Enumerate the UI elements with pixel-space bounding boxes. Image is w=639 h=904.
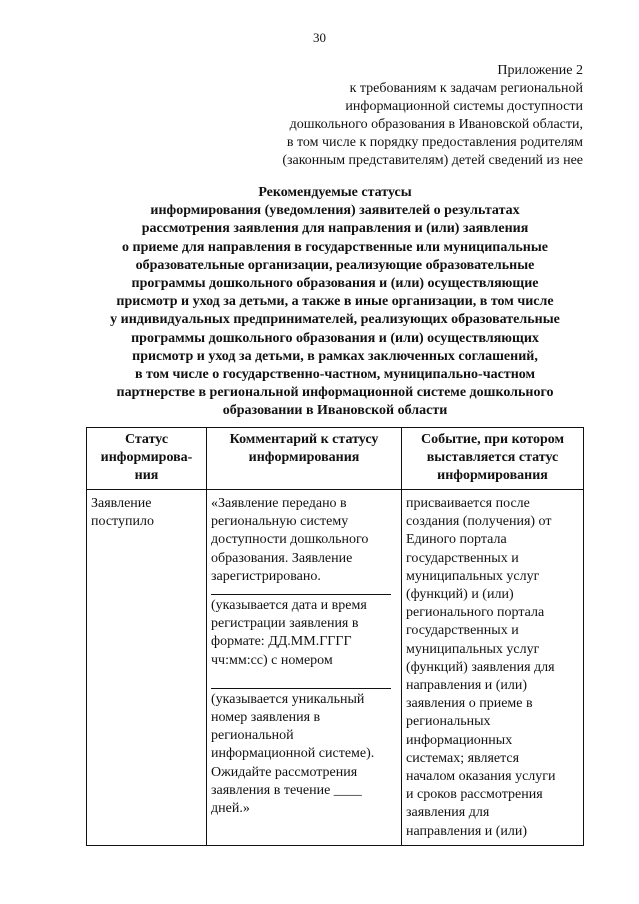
text-line: Событие, при котором — [420, 432, 565, 447]
text-line: в том числе к порядку предоставления родителям — [286, 135, 583, 150]
cell-status — [87, 490, 207, 846]
text-line: (указывается дата и время — [211, 598, 367, 614]
comment-part-3 — [211, 691, 397, 818]
text-line: муниципальных услуг — [406, 568, 540, 584]
text-line: государственных и — [406, 623, 519, 639]
text-line: образовании в Ивановской области — [222, 403, 448, 419]
text-line: о приеме для направления в государственные или муниципальные — [122, 239, 548, 255]
text-line: и сроков рассмотрения — [406, 787, 543, 803]
text-line: информирования (уведомления) заявителей о результатах — [150, 203, 520, 219]
text-line: образовательные организации, реализующие образовательные — [135, 257, 535, 273]
page-number: 30 — [313, 30, 326, 45]
status-table — [86, 427, 584, 846]
text-line: (указывается уникальный — [211, 691, 365, 707]
text-line: присмотр и уход за детьми, а также в иные организации, в том числе — [116, 294, 554, 310]
blank-underline — [211, 680, 391, 689]
text-line: региональных — [406, 714, 491, 730]
text-line: региональную систему — [211, 514, 349, 530]
comment-part-2 — [211, 597, 397, 670]
text-line: направления и (или) — [406, 823, 528, 839]
text-line: Статус — [124, 432, 169, 447]
blank-underline — [211, 586, 391, 595]
document-title — [70, 184, 600, 421]
text-line: к требованиям к задачам региональной — [349, 81, 583, 96]
text-line: чч:мм:сс) с номером — [211, 652, 333, 668]
header-event — [402, 428, 584, 490]
text-line: Единого портала — [406, 532, 507, 548]
text-line: партнерстве в региональной информационной системе дошкольного — [116, 385, 554, 401]
text-line: системах; является — [406, 750, 520, 766]
text-line: Заявление — [91, 496, 152, 511]
text-line: Ожидайте рассмотрения — [211, 764, 358, 780]
text-line: регионального портала — [406, 605, 545, 621]
text-line: (функций) и (или) — [406, 587, 514, 603]
text-line: заявления в течение ____ — [211, 782, 362, 798]
text-line: формате: ДД.ММ.ГГГГ — [211, 634, 352, 650]
text-line: присмотр и уход за детьми, в рамках заключенных соглашений, — [132, 348, 538, 364]
text-line: присваивается после — [406, 496, 530, 511]
table-header-row — [87, 428, 584, 490]
text-line: информационной системе). — [211, 746, 375, 762]
text-line: доступности дошкольного — [211, 532, 369, 548]
text-line: информирования — [248, 450, 360, 466]
text-line: информирова- — [100, 450, 193, 466]
text-line: (функций) заявления для — [406, 659, 555, 675]
text-line: информирования — [437, 468, 548, 484]
header-comment — [207, 428, 402, 490]
appendix-heading — [282, 62, 583, 170]
text-line: Рекомендуемые статусы — [258, 185, 412, 200]
text-line: выставляется статус — [426, 450, 559, 466]
header-status — [87, 428, 207, 490]
text-line: регистрации заявления в — [211, 616, 359, 632]
text-line: заявления для — [406, 805, 490, 821]
text-line: информационных — [406, 732, 513, 748]
text-line: поступило — [91, 514, 154, 530]
text-line: зарегистрировано. — [211, 568, 321, 584]
cell-event — [402, 490, 584, 846]
table-row — [87, 490, 584, 846]
text-line: дошкольного образования в Ивановской области, — [289, 117, 583, 132]
text-line: (законным представителям) детей сведений из нее — [282, 153, 583, 168]
text-line: Комментарий к статусу — [229, 432, 379, 447]
text-line: началом оказания услуги — [406, 769, 556, 785]
text-line: программы дошкольного образования и (или) осуществляющие — [131, 276, 539, 292]
text-line: государственных и — [406, 550, 519, 566]
text-line: информационной системы доступности — [345, 99, 583, 114]
text-line: заявления о приеме в — [406, 696, 533, 712]
cell-comment — [207, 490, 402, 846]
text-line: рассмотрения заявления для направления и (или) заявления — [141, 221, 529, 237]
text-line: у индивидуальных предпринимателей, реализующих образовательные — [110, 312, 560, 328]
text-line: муниципальных услуг — [406, 641, 540, 657]
text-line: «Заявление передано в — [211, 496, 347, 511]
text-line: программы дошкольного образования и (или) осуществляющих — [131, 330, 539, 346]
text-line: номер заявления в — [211, 710, 321, 726]
comment-part-1 — [211, 495, 397, 586]
text-line: ния — [134, 468, 159, 484]
text-line: направления и (или) — [406, 678, 528, 694]
text-line: образования. Заявление — [211, 550, 353, 566]
text-line: в том числе о государственно-частном, муниципально-частном — [134, 367, 536, 383]
text-line: создания (получения) от — [406, 514, 552, 530]
text-line: дней.» — [211, 801, 250, 817]
text-line: региональной — [211, 728, 294, 744]
text-line: Приложение 2 — [497, 63, 583, 78]
